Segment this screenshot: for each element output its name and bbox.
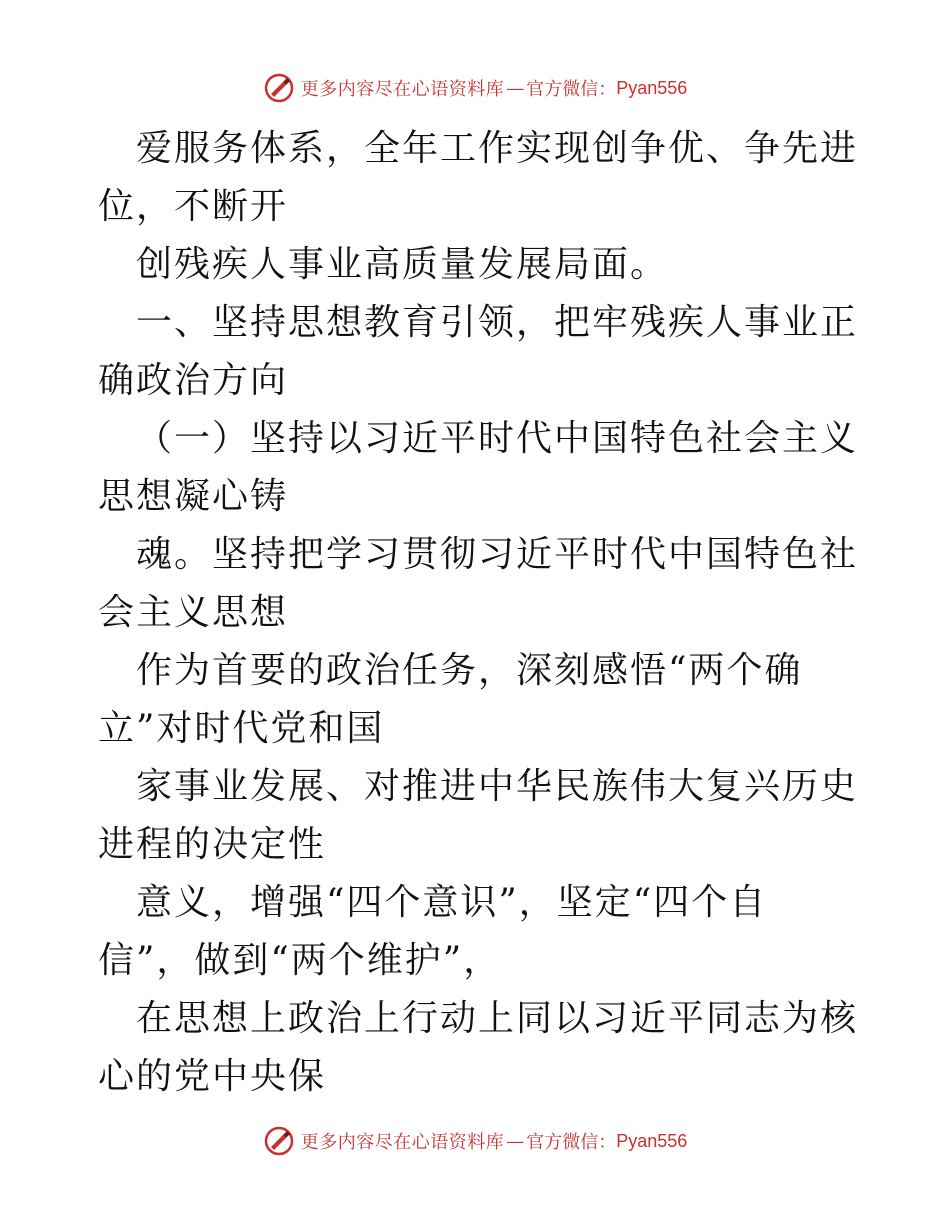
pen-logo-icon [263,1125,295,1157]
paragraph: 一、坚持思想教育引领，把牢残疾人事业正确政治方向 [98,302,859,401]
paragraph: 意义，增强“四个意识”，坚定“四个自信”，做到“两个维护”， [98,882,768,981]
paragraph: （一）坚持以习近平时代中国特色社会主义思想凝心铸 [98,418,859,517]
paragraph: 作为首要的政治任务，深刻感悟“两个确立”对时代党和国 [98,650,803,749]
footer-watermark [0,1125,950,1157]
paragraph: 在思想上政治上行动上同以习近平同志为核心的党中央保 [98,998,859,1097]
watermark-official-label: 官方微信： [526,79,617,100]
watermark-official-label: 官方微信： [526,1132,617,1153]
document-body [98,120,858,1106]
paragraph: 创残疾人事业高质量发展局面。 [136,244,669,285]
paragraph: 爱服务体系，全年工作实现创争优、争先进位，不断开 [98,128,859,227]
watermark-main-text: 更多内容尽在心语资料库 [300,1132,505,1153]
pen-logo-icon [263,72,295,104]
watermark-dash: — [506,1130,525,1152]
watermark-wechat-id: Pyan556 [616,77,688,98]
paragraph: 家事业发展、对推进中华民族伟大复兴历史进程的决定性 [98,766,859,865]
paragraph: 魂。坚持把学习贯彻习近平时代中国特色社会主义思想 [98,534,859,633]
watermark-wechat-id: Pyan556 [616,1130,688,1151]
header-watermark [0,72,950,104]
watermark-main-text: 更多内容尽在心语资料库 [300,79,505,100]
watermark-dash: — [506,77,525,99]
